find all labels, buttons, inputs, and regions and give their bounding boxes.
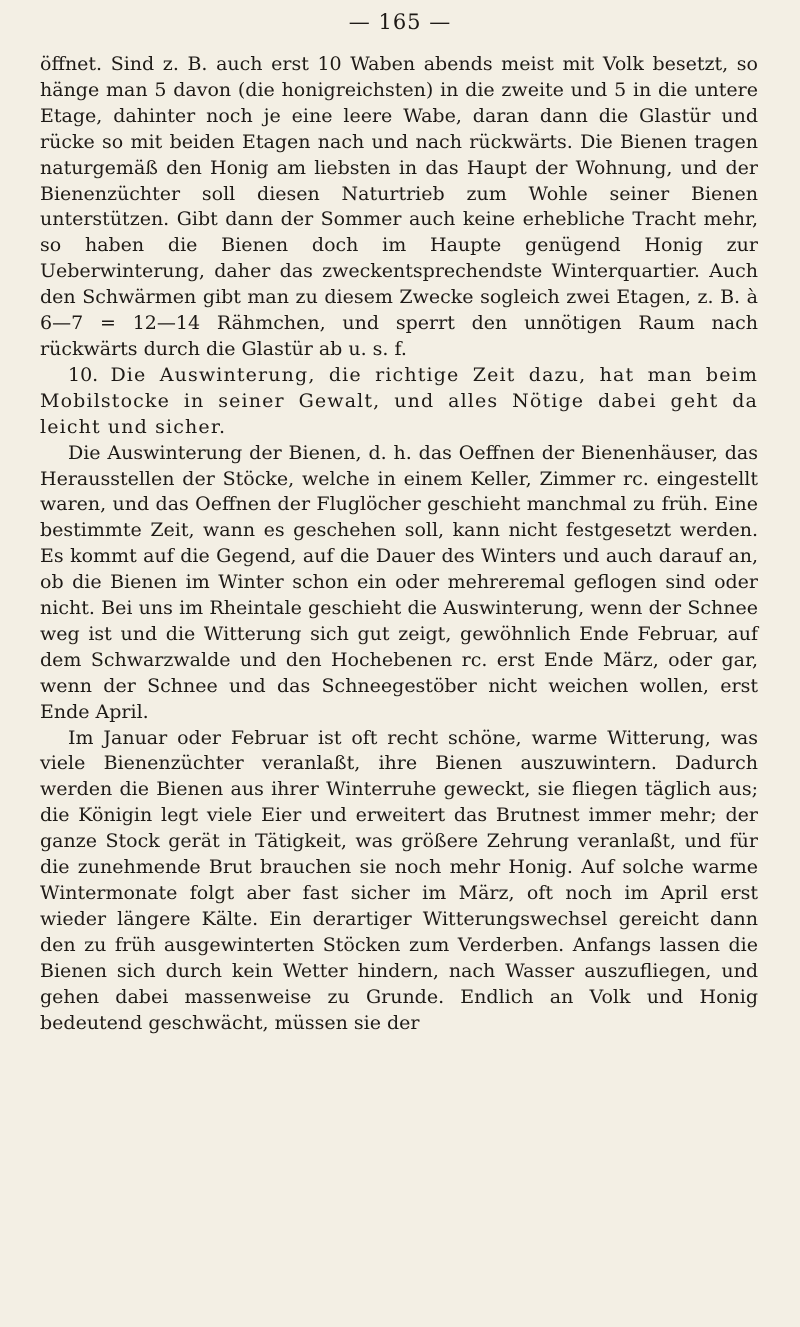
paragraph-3: Im Januar oder Februar ist oft recht schöne, warme Witterung, was viele Bienenzüchter veranlaßt, ihre Bienen auszuwintern. Dadurch werden die Bienen aus ihrer Winterruhe geweckt, sie fliegen täglich aus; die Königin legt viele Eier und erweitert das Brutnest immer mehr; der ganze Stock gerät in Tätigkeit, was größere Zehrung veranlaßt, und für die zunehmende Brut brauchen sie noch mehr Honig. Auf solche warme Wintermonate folgt aber fast sicher im März, oft noch im April erst wieder längere Kälte. Ein derartiger Witterungswechsel gereicht dann den zu früh ausgewinterten Stöcken zum Verderben. Anfangs lassen die Bienen sich durch kein Wetter hindern, nach Wasser auszufliegen, und gehen dabei massenweise zu Grunde. Endlich an Volk und Honig bedeutend geschwächt, müssen sie der: [40, 726, 758, 1034]
body-text: [40, 52, 758, 1036]
section-10-paragraph: [40, 363, 758, 441]
paragraph-2: Die Auswinterung der Bienen, d. h. das Oeffnen der Bienenhäuser, das Herausstellen der Stöcke, welche in einem Keller, Zimmer rc. eingestellt waren, und das Oeffnen der Fluglöcher geschieht manchmal zu früh. Eine bestimmte Zeit, wann es geschehen soll, kann nicht festgesetzt werden. Es kommt auf die Gegend, auf die Dauer des Winters und auch darauf an, ob die Bienen im Winter schon ein oder mehreremal geflogen sind oder nicht. Bei uns im Rheintale geschieht die Auswinterung, wenn der Schnee weg ist und die Witterung sich gut zeigt, gewöhnlich Ende Februar, auf dem Schwarzwalde und den Hochebenen rc. erst Ende März, oder gar, wenn der Schnee und das Schneegestöber nicht weichen wollen, erst Ende April.: [40, 441, 758, 723]
section-number: 10.: [68, 363, 99, 386]
paragraph-1: öffnet. Sind z. B. auch erst 10 Waben abends meist mit Volk besetzt, so hänge man 5 davon (die honigreichsten) in die zweite und 5 in die untere Etage, dahinter noch je eine leere Wabe, daran dann die Glastür und rücke so mit beiden Etagen nach und nach rückwärts. Die Bienen tragen naturgemäß den Honig am liebsten in das Haupt der Wohnung, und der Bienenzüchter soll diesen Naturtrieb zum Wohle seiner Bienen unterstützen. Gibt dann der Sommer auch keine erhebliche Tracht mehr, so haben die Bienen doch im Haupte genügend Honig zur Ueberwinterung, daher das zweckentsprechendste Winterquartier. Auch den Schwärmen gibt man zu diesem Zwecke sogleich zwei Etagen, z. B. à 6—7 = 12—14 Rähmchen, und sperrt den unnötigen Raum nach rückwärts durch die Glastür ab u. s. f.: [40, 53, 758, 360]
page-number: — 165 —: [348, 10, 452, 34]
section-heading: Die Auswinterung, die richtige Zeit dazu, hat man beim Mobilstocke in seiner Gewalt, und alles Nötige dabei geht da leicht und sicher.: [40, 363, 758, 438]
